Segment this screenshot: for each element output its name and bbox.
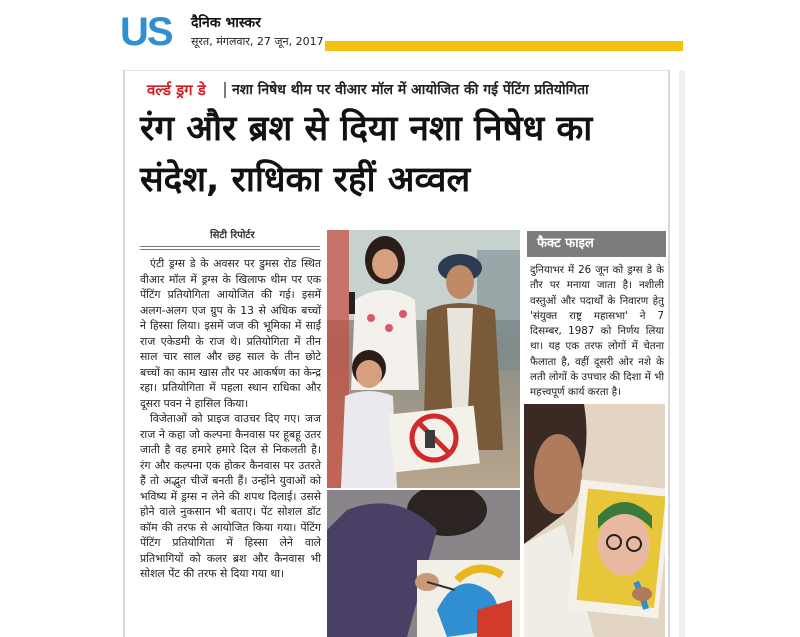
headline: रंग और ब्रश से दिया नशा निषेध का संदेश, राधिका रहीं अव्वल [140, 109, 593, 200]
event-photo-portrait-painting [524, 404, 665, 637]
article-paragraph: विजेताओं को प्राइज वाउचर दिए गए। जज राज ने कहा जो कल्पना कैनवास पर हूबहू उतर जाती है वह हमारे हमारे दिल से निकलती है। रंग और कल्पना एक होकर कैनवास पर उतरते हैं तो अद्भुत चीजें बनती हैं। उन्होंने युवाओं को भविष्य में ड्रग्स न लेने की शपथ दिलाई। उससे होने वाले नुकसान भी बताए। पेंट सोशल डॉट कॉम की तरफ से आयोजित किया गया। पेंटिंग पेंटिंग प्रतियोगिता में हिस्सा लेने वाले प्रतिभागियों को कलर ब्रश और कैनवास भी सोशल पेंट की तरफ से दिया गया था। [140, 412, 321, 580]
page-top-rule [123, 70, 670, 71]
kicker-tag: वर्ल्ड ड्रग डे [147, 81, 206, 99]
event-photo-painting-child [327, 490, 520, 637]
us-logo: US [120, 10, 172, 54]
newspaper-name: दैनिक भास्कर [191, 15, 261, 31]
accent-bar [325, 41, 683, 51]
dateline: सूरत, मंगलवार, 27 जून, 2017 [191, 35, 324, 48]
kicker-text: नशा निषेध थीम पर वीआर मॉल में आयोजित की गई पेंटिंग प्रतियोगिता [232, 82, 589, 98]
kicker-separator [224, 82, 226, 98]
fact-file-header: फैक्ट फाइल [527, 231, 666, 257]
adjacent-page-edge [679, 70, 685, 637]
byline-rule [140, 246, 320, 250]
fact-file-text: दुनियाभर में 26 जून को ड्रग्स डे के तौर पर मनाया जाता है। नशीली वस्तुओं और पदार्थों के निवारण हेतु 'संयुक्त राष्ट्र महासभा' ने 7 दिसम्बर, 1987 को निर्णय लिया था। यह एक तरफ लोगों में चेतना फैलाता है, वहीं दूसरी ओर नशे के लती लोगों के उपचार की दिशा में भी महत्त्वपूर्ण कार्य करता है। [530, 264, 664, 399]
byline: सिटी रिपोर्टर [210, 230, 255, 241]
article-body [140, 256, 321, 582]
article-paragraph: एंटी ड्रग्स डे के अवसर पर डुमस रोड स्थित वीआर मॉल में ड्रग्स के खिलाफ थीम पर एक पेंटिंग प्रतियोगिता आयोजित की गई। इसमें अलग-अलग एज ग्रुप के 13 से अधिक बच्चों ने हिस्सा लिया। इसमें जज की भूमिका में साईं राज एकेडमी के राज थे। प्रतियोगिता में तीन साल चार साल और छह साल के तीन छोटे बच्चों का काम खास तौर पर आकर्षण का केन्द्र रहा। प्रतियोगिता में पहला स्थान राधिका और दूसरा पवन ने हासिल किया। [140, 257, 321, 410]
event-photo-participants [327, 230, 520, 488]
page-left-rule [123, 70, 125, 637]
page-right-rule [668, 70, 670, 637]
